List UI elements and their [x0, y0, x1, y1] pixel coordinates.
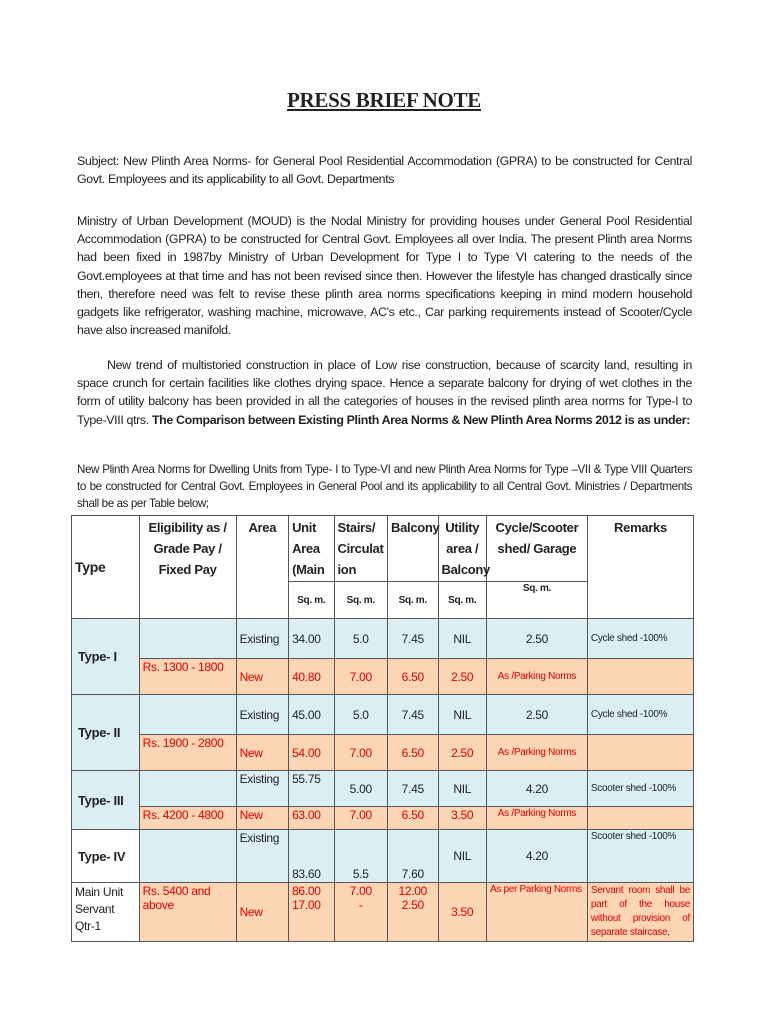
balcony-value: 6.50 [388, 807, 438, 830]
table-row [72, 735, 694, 771]
area-status: Existing [236, 695, 289, 735]
cycle-value: As /Parking Norms [486, 659, 587, 695]
balcony-value: 6.50 [388, 735, 438, 771]
table-row [72, 830, 694, 883]
unit-label: Sq. m. [289, 582, 334, 619]
utility-value: NIL [438, 830, 486, 883]
trend-bold-text: The Comparison between Existing Plinth Area Norms & New Plinth Area Norms 2012 is as under: [151, 412, 690, 427]
header-remarks: Remarks [587, 516, 693, 619]
unit-label: Sq. m. [438, 582, 486, 619]
unit-area-value: 55.75 [289, 771, 334, 807]
balcony-servant: 2.50 [401, 898, 424, 912]
cycle-value: 4.20 [486, 771, 587, 807]
remarks-value [587, 659, 693, 695]
type-name: Type- II [72, 695, 140, 771]
balcony-value: 7.60 [388, 830, 438, 883]
unit-area-value: 34.00 [289, 619, 334, 659]
area-status: New [236, 735, 289, 771]
stairs-value: 7.00 [334, 735, 388, 771]
sub-servant-qtr: Servant Qtr-1 [75, 902, 115, 933]
area-status: Existing [236, 771, 289, 807]
unit-area-servant: 17.00 [292, 898, 321, 912]
remarks-value: Cycle shed -100% [587, 695, 693, 735]
table-row [72, 659, 694, 695]
utility-value: 2.50 [438, 735, 486, 771]
stairs-value: 7.00 [334, 807, 388, 830]
utility-value: 3.50 [438, 807, 486, 830]
plinth-area-table [71, 515, 694, 942]
balcony-value: 7.45 [388, 619, 438, 659]
stairs-value: 5.0 [334, 695, 388, 735]
pay-empty [139, 619, 236, 659]
table-intro-paragraph: New Plinth Area Norms for Dwelling Units from Type- I to Type-VI and new Plinth Area Norms for Type –VII & Type VIII Quarters to be constructed for Central Govt. Employees in General Pool and its applicability to all Central Govt. Ministries / Departments shall be as per Table below; [77, 463, 692, 510]
cycle-value: 2.50 [486, 695, 587, 735]
pay-empty [139, 771, 236, 807]
header-utility: Utility area / Balcony [438, 516, 486, 582]
header-stairs: Stairs/ Circulation [334, 516, 388, 582]
balcony-main: 12.00 [398, 884, 428, 898]
stairs-value: 5.00 [334, 771, 388, 807]
table-row [72, 807, 694, 830]
area-status: New [236, 807, 289, 830]
unit-area-value: 83.60 [289, 830, 334, 883]
type-name: Type- III [72, 771, 140, 830]
trend-text: New trend of multistoried construction in place of Low rise construction, because of scarcity land, resulting in space crunch for certain facilities like clothes drying space. Hence a separate balcony for drying of wet clothes in the form of utility balcony has been provided in all the categories of houses in the revised plinth area norms for Type-I to Type-VIII qtrs. [77, 358, 692, 427]
remarks-value: Cycle shed -100% [587, 619, 693, 659]
header-eligibility: Eligibility as / Grade Pay / Fixed Pay [139, 516, 236, 619]
cycle-value: 4.20 [486, 830, 587, 883]
balcony-values [388, 883, 438, 942]
unit-label: Sq. m. [388, 582, 438, 619]
stairs-values [334, 883, 388, 942]
remarks-value [587, 807, 693, 830]
stairs-value: 5.5 [334, 830, 388, 883]
header-type: Type [72, 516, 140, 619]
cycle-value: 2.50 [486, 619, 587, 659]
page-title: PRESS BRIEF NOTE [287, 88, 481, 112]
area-status: New [236, 883, 289, 942]
utility-value: 3.50 [438, 883, 486, 942]
balcony-value: 7.45 [388, 771, 438, 807]
unit-area-value: 40.80 [289, 659, 334, 695]
table-row [72, 695, 694, 735]
pay-range: Rs. 4200 - 4800 [139, 807, 236, 830]
stairs-value: 5.0 [334, 619, 388, 659]
area-status: New [236, 659, 289, 695]
subject-paragraph: Subject: New Plinth Area Norms- for General Pool Residential Accommodation (GPRA) to be constructed for Central Govt. Employees and its applicability to all Govt. Departments [77, 154, 692, 187]
pay-empty [139, 830, 236, 883]
remarks-value: Servant room shall be part of the house without provision of separate staircase, [587, 883, 693, 942]
area-status: Existing [236, 830, 289, 883]
cycle-value: As /Parking Norms [486, 807, 587, 830]
unit-label: Sq. m. [486, 582, 587, 619]
unit-area-value: 45.00 [289, 695, 334, 735]
utility-value: NIL [438, 695, 486, 735]
type-name: Type- IV [72, 830, 140, 883]
balcony-value: 6.50 [388, 659, 438, 695]
unit-label: Sq. m. [334, 582, 388, 619]
pay-range: Rs. 1900 - 2800 [139, 735, 236, 771]
remarks-value: Scooter shed -100% [587, 830, 693, 883]
pay-range: Rs. 5400 and above [139, 883, 236, 942]
ministry-paragraph: Ministry of Urban Development (MOUD) is the Nodal Ministry for providing houses under General Pool Residential Accommodation (GPRA) to be constructed for Central Govt. Employees all over India. The present Plinth area Norms had been fixed in 1987by Ministry of Urban Development for Type I to Type VI catering to the needs of the Govt.employees at that time and has not been revised since then. However the lifestyle has changed drastically since then, therefore need was felt to revise these plinth area norms specifications keeping in mind modern household gadgets like refrigerator, washing machine, microwave, AC's etc., Car parking requirements instead of Scooter/Cycle have also increased manifold. [77, 214, 692, 338]
sub-main-unit: Main Unit [75, 885, 123, 899]
remarks-value [587, 735, 693, 771]
table-row [72, 883, 694, 942]
utility-value: NIL [438, 771, 486, 807]
unit-area-value: 63.00 [289, 807, 334, 830]
stairs-main: 7.00 [349, 884, 372, 898]
cycle-value: As per Parking Norms [486, 883, 587, 942]
pay-empty [139, 695, 236, 735]
header-balcony: Balcony [388, 516, 438, 582]
utility-value: 2.50 [438, 659, 486, 695]
stairs-servant: - [358, 898, 363, 912]
trend-paragraph [77, 356, 692, 429]
unit-area-main: 86.00 [292, 884, 321, 898]
header-area: Area [236, 516, 289, 619]
remarks-value: Scooter shed -100% [587, 771, 693, 807]
header-cycle: Cycle/Scooter shed/ Garage [486, 516, 587, 582]
unit-area-values [289, 883, 334, 942]
table-row [72, 619, 694, 659]
balcony-value: 7.45 [388, 695, 438, 735]
table-row [72, 771, 694, 807]
area-status: Existing [236, 619, 289, 659]
type-name: Type- I [72, 619, 140, 695]
pay-range: Rs. 1300 - 1800 [139, 659, 236, 695]
utility-value: NIL [438, 619, 486, 659]
type-iv-sublabels [72, 883, 140, 942]
stairs-value: 7.00 [334, 659, 388, 695]
cycle-value: As /Parking Norms [486, 735, 587, 771]
unit-area-value: 54.00 [289, 735, 334, 771]
header-unit-area: Unit Area (Main [289, 516, 334, 582]
table-header-row [72, 516, 694, 582]
